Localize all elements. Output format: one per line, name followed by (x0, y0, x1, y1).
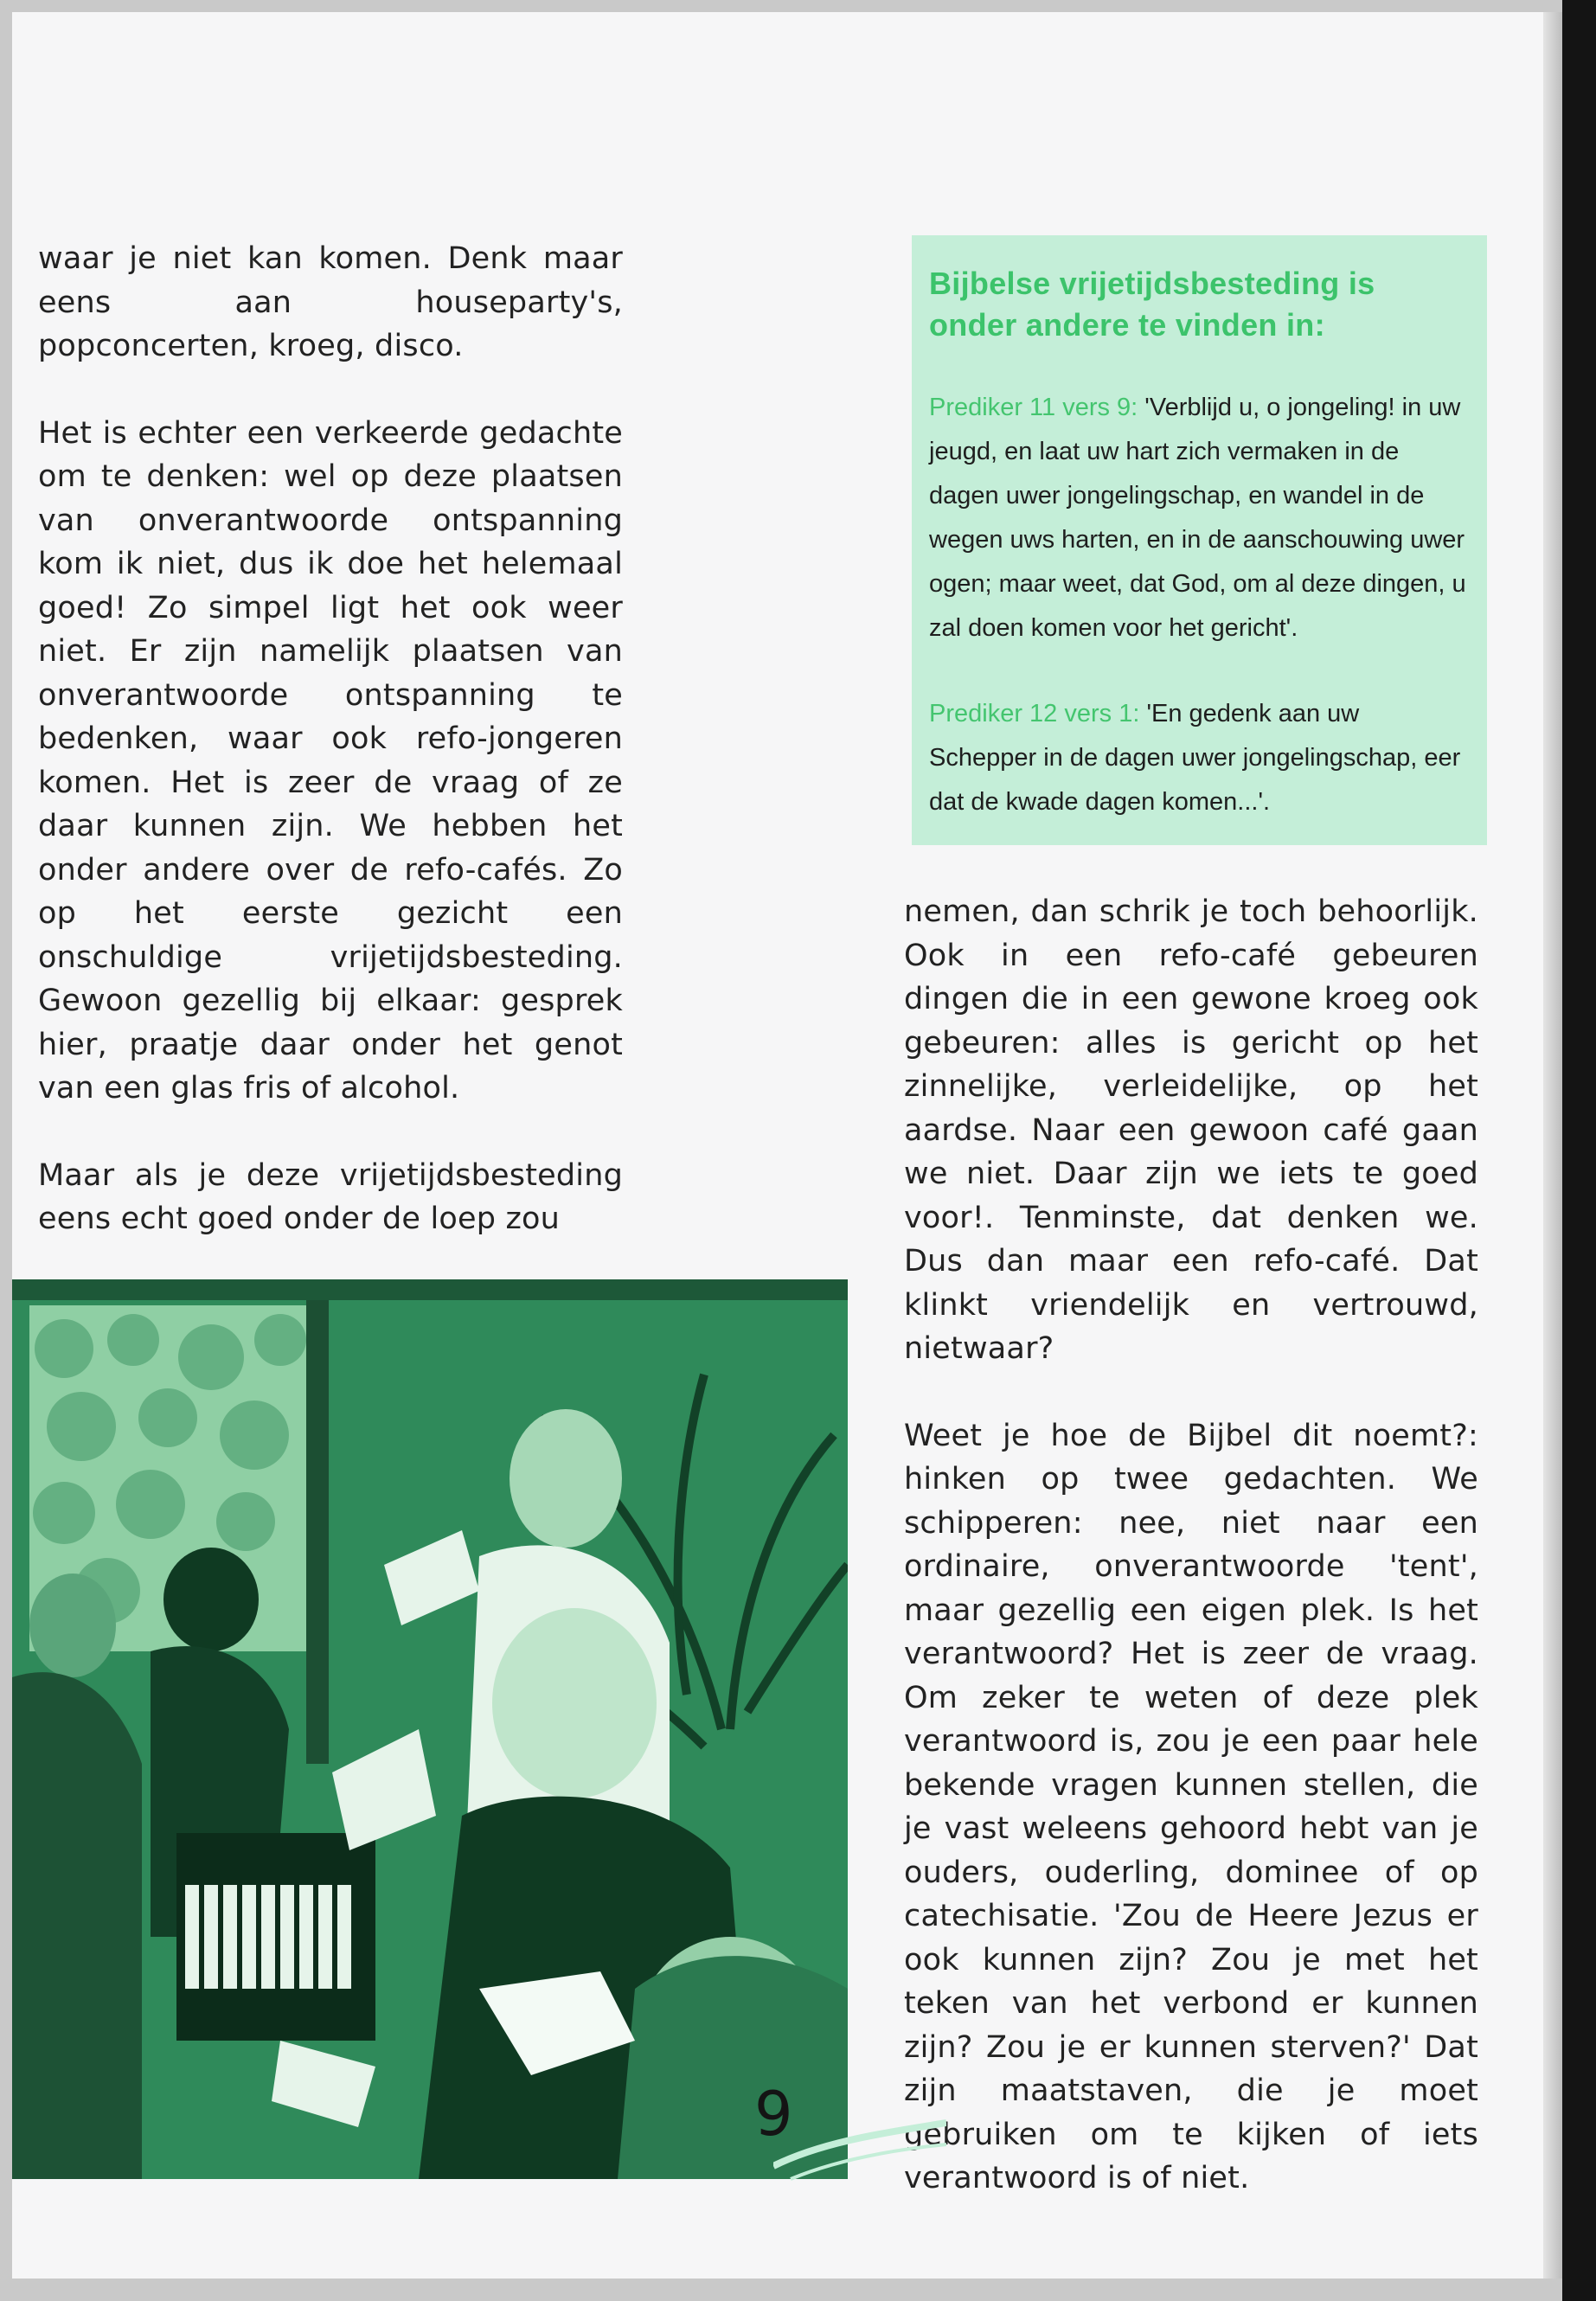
paragraph: Maar als je deze vrijetijdsbesteding eens echt goed onder de loep zou (38, 1157, 623, 1236)
paragraph: Weet je hoe de Bijbel dit noemt?: hinken op twee gedachten. We schipperen: nee, niet naar een ordinaire, onverantwoorde 'tent', maar gezellig een eigen plek. Is het verantwoord? Het is zeer de vraag. Om zeker te weten of deze plek verantwoord is, zou je een paar hele bekende vragen kunnen stellen, die je vast weleens gehoord hebt van je ouders, ouderling, dominee of op catechisatie. 'Zou de Heere Jezus er ook kunnen zijn? Zou je met het teken van het verbond er kunnen zijn? Zou je er kunnen sterven?' Dat zijn maatstaven, die je moet gebruiken om te kijken of iets verantwoord is of niet. (904, 1418, 1478, 2195)
paragraph: nemen, dan schrik je toch behoorlijk. Ook in een refo-café gebeuren dingen die in een gewone kroeg ook gebeuren: alles is gericht op het zinnelijke, verleidelijke, op het aardse. Naar een gewoon café gaan we niet. Daar zijn we iets te goed voor!. Tenminste, dat denken we. Dus dan maar een refo-café. Dat klinkt vriendelijk en vertrouwd, nietwaar? (904, 894, 1478, 1366)
paragraph: Het is echter een verkeerde gedachte om te denken: wel op deze plaatsen van onverantwoorde ontspanning kom ik niet, dus ik doe het helemaal goed! Zo simpel ligt het ook weer niet. Er zijn namelijk plaatsen van onverantwoorde ontspanning te bedenken, waar ook refo-jongeren komen. Het is zeer de vraag of ze daar kunnen zijn. We hebben het onder andere over de refo-cafés. Zo op het eerste gezicht een onschuldige vrijetijdsbesteding. Gewoon gezellig bij elkaar: gesprek hier, praatje daar onder het genot van een glas fris of alcohol. (38, 415, 623, 1106)
left-column (38, 237, 623, 1285)
verse-text: 'Verblijd u, o jongeling! in uw jeugd, en laat uw hart zich vermaken in de dagen uwer jongelingschap, en wandel in de wegen uws harten, en in de aanschouwing uwer ogen; maar weet, dat God, om al deze dingen, u zal doen komen voor het gericht'. (929, 394, 1466, 642)
verse-1 (929, 386, 1470, 651)
page-edge (1543, 12, 1562, 2279)
box-title: Bijbelse vrijetijdsbesteding is onder andere te vinden in: (929, 266, 1375, 343)
right-column (904, 890, 1478, 2244)
verse-2 (929, 692, 1470, 824)
verse-text: 'En gedenk aan uw Schepper in de dagen uwer jongelingschap, eer dat de kwade dagen komen...'. (929, 700, 1461, 816)
decorative-swoosh (773, 2106, 946, 2183)
paragraph: waar je niet kan komen. Denk maar eens aan houseparty's, popconcerten, kroeg, disco. (38, 241, 623, 363)
choir-photo (12, 1279, 848, 2179)
bible-verse-box (912, 235, 1487, 845)
verse-reference: Prediker 11 vers 9: (929, 394, 1138, 421)
binder-edge (1562, 0, 1596, 2301)
verse-reference: Prediker 12 vers 1: (929, 700, 1140, 727)
magazine-page (12, 12, 1543, 2279)
page-number: 9 (754, 2079, 793, 2150)
